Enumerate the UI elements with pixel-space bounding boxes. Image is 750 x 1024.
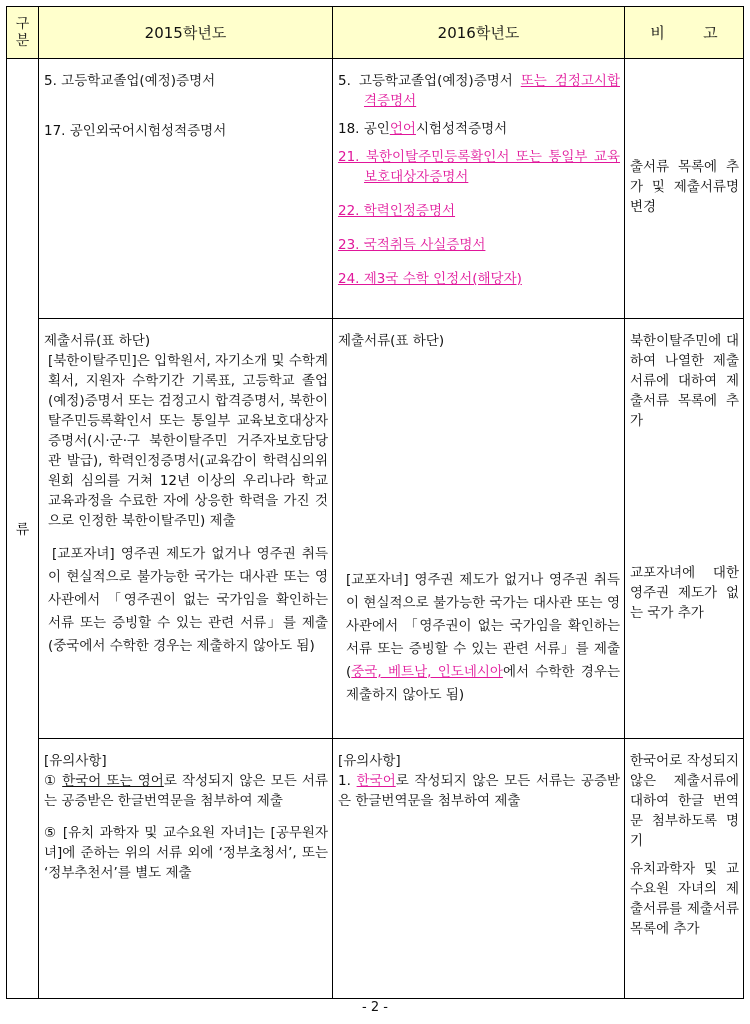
remark-2	[625, 319, 744, 739]
header-row	[7, 7, 744, 59]
cell-2016-notes	[333, 739, 625, 999]
item-2016-22: 22. 학력인정증명서	[338, 203, 456, 219]
header-category: 구 분	[7, 7, 39, 59]
remark-2-north-korean: 북한이탈주민에 대하여 나열한 제출서류에 대하여 제출서류 목록에 추가	[630, 333, 739, 429]
header-2016: 2016학년도	[333, 7, 625, 59]
item-2016-23: 23. 국적취득 사실증명서	[338, 237, 486, 253]
title-2016-submission: 제출서류(표 하단)	[338, 333, 445, 349]
cell-2015-submission	[39, 319, 333, 739]
item-2016-24: 24. 제3국 수학 인정서(해당자)	[338, 271, 522, 287]
note-2015-5: ⑤ [유치 과학자 및 교수요원 자녀]는 [공무원자녀]에 준하는 위의 서류 외에 ‘정부초청서’, 또는 ‘정부추천서’를 별도 제출	[44, 825, 328, 881]
item-2016-18: 18. 공인언어시험성적증명서	[338, 121, 508, 137]
item-2016-21: 21. 북한이탈주민등록확인서 또는 통일부 교육보호대상자증명서	[338, 149, 620, 185]
header-2015: 2015학년도	[39, 7, 333, 59]
row-submission-docs	[7, 319, 744, 739]
cell-2015-notes	[39, 739, 333, 999]
remark-1: 출서류 목록에 추가 및 제출서류명 변경	[625, 59, 744, 319]
category-cell: 류	[7, 59, 39, 999]
row-document-list	[7, 59, 744, 319]
comparison-table	[6, 6, 744, 999]
cell-2015-docs	[39, 59, 333, 319]
note-2016-1: 1. 한국어로 작성되지 않은 모든 서류는 공증받은 한글번역문을 첨부하여 제출	[338, 773, 620, 809]
row-notes	[7, 739, 744, 999]
title-2015-submission: 제출서류(표 하단)	[44, 333, 151, 349]
title-2015-notes: [유의사항]	[44, 753, 107, 769]
remark-3-korean: 한국어로 작성되지 않은 제출서류에 대하여 한글 번역문 첨부하도록 명기	[630, 753, 739, 849]
cell-2016-submission	[333, 319, 625, 739]
text-2015-north-korean: [북한이탈주민]은 입학원서, 자기소개 및 수학계획서, 지원자 수학기간 기록표, 고등학교 졸업(예정)증명서 또는 검정고시 합격증명서, 북한이탈주민등록확인서 또는 통일부 교육보호대상자증명서(시·군·구 북한이탈주민 거주자보호담당관 발급), 학력인정증명서(교육감이 학력심의위원회 심의를 거쳐 12년 이상의 우리나라 학교 교육과정을 수료한 자에 상응한 학력을 가진 것으로 인정한 북한이탈주민) 제출	[48, 353, 328, 529]
remark-3-scientist: 유치과학자 및 교수요원 자녀의 제출서류를 제출서류 목록에 추가	[630, 861, 739, 937]
header-remarks: 비 고	[625, 7, 744, 59]
item-2015-17: 17. 공인외국어시험성적증명서	[44, 123, 227, 139]
text-2016-overseas: [교포자녀] 영주권 제도가 없거나 영주권 취득이 현실적으로 불가능한 국가는 대사관 또는 영사관에서 「영주권이 없는 국가임을 확인하는 서류 또는 증빙할 수 있는 관련 서류」를 제출(중국, 베트남, 인도네시아에서 수학한 경우는 제출하지 않아도 됨)	[346, 572, 620, 703]
page-number: - 2 -	[362, 1000, 388, 1015]
cell-2016-docs	[333, 59, 625, 319]
item-2016-5: 5. 고등학교졸업(예정)증명서 또는 검정고시합격증명서	[338, 73, 620, 109]
remark-2-overseas: 교포자녀에 대한 영주권 제도가 없는 국가 추가	[630, 565, 739, 621]
note-2015-1: ① 한국어 또는 영어로 작성되지 않은 모든 서류는 공증받은 한글번역문을 첨부하여 제출	[44, 773, 328, 809]
remark-3	[625, 739, 744, 999]
title-2016-notes: [유의사항]	[338, 753, 401, 769]
text-2015-overseas: [교포자녀] 영주권 제도가 없거나 영주권 취득이 현실적으로 불가능한 국가는 대사관 또는 영사관에서 「영주권이 없는 국가임을 확인하는 서류 또는 증빙할 수 있는 관련 서류」를 제출(중국에서 수학한 경우는 제출하지 않아도 됨)	[48, 546, 328, 654]
item-2015-5: 5. 고등학교졸업(예정)증명서	[44, 73, 216, 89]
